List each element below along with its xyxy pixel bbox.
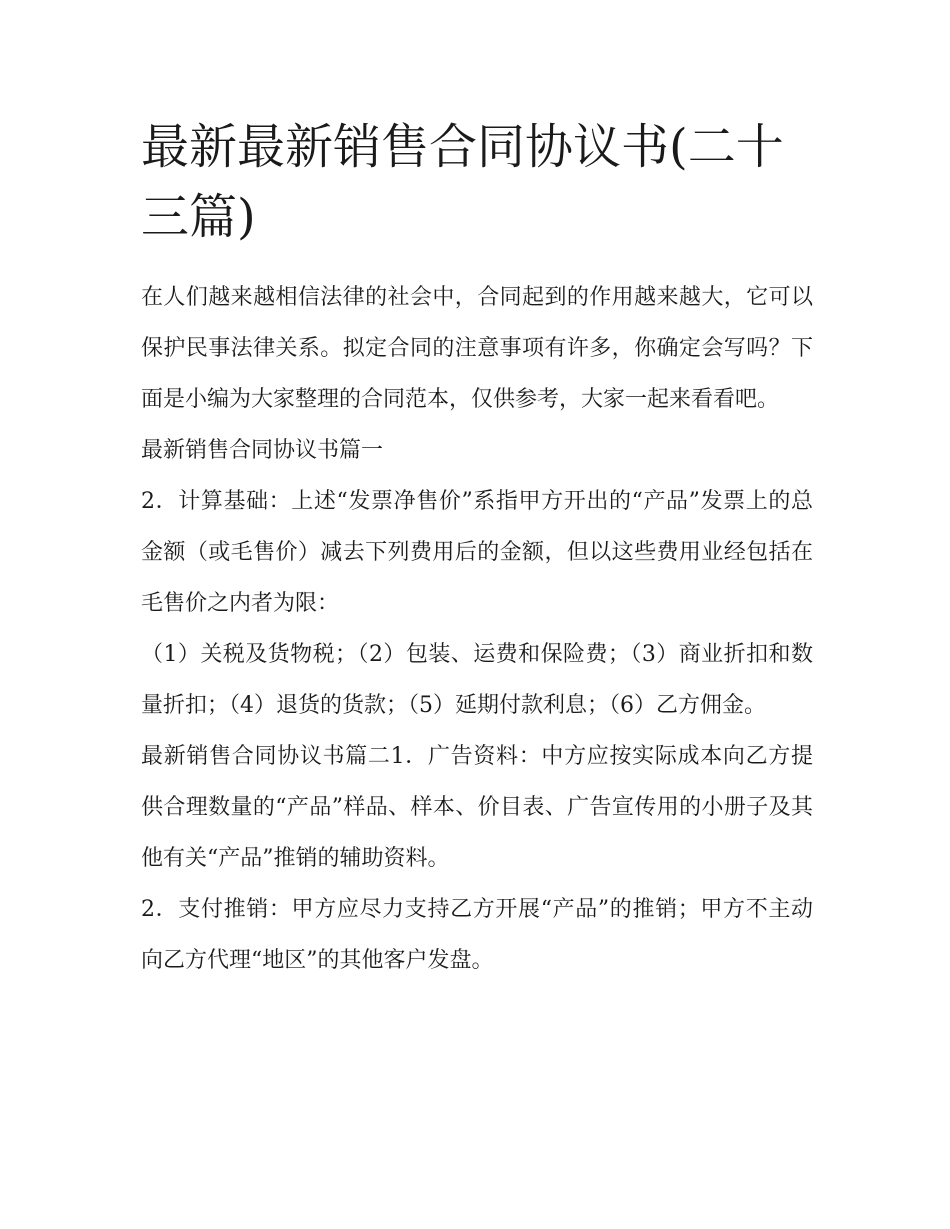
document-title: 最新最新销售合同协议书(二十三篇) [141,119,784,245]
intro-paragraph: 在人们越来越相信法律的社会中，合同起到的作用越来越大，它可以保护民事法律关系。拟定合同的注意事项有许多，你确定会写吗？下面是小编为大家整理的合同范本，仅供参考，大家一起来看看吧。 [141,285,813,412]
document-page [141,112,813,986]
paragraph-sales-support: 2．支付推销：甲方应尽力支持乙方开展“产品”的推销；甲方不主动向乙方代理“地区”的其他客户发盘。 [141,897,813,973]
paragraph-calculation-basis: 2．计算基础：上述“发票净售价”系指甲方开出的“产品”发票上的总金额（或毛售价）减去下列费用后的金额，但以这些费用业经包括在毛售价之内者为限： [141,489,813,616]
paragraph-advertising-materials: 最新销售合同协议书篇二1．广告资料：中方应按实际成本向乙方提供合理数量的“产品”样品、样本、价目表、广告宣传用的小册子及其他有关“产品”推销的辅助资料。 [141,744,813,871]
section-heading-one: 最新销售合同协议书篇一 [141,438,384,463]
paragraph-deductions-list: （1）关税及货物税；（2）包装、运费和保险费；（3）商业折扣和数量折扣；（4）退货的货款；（5）延期付款利息；（6）乙方佣金。 [141,642,813,718]
